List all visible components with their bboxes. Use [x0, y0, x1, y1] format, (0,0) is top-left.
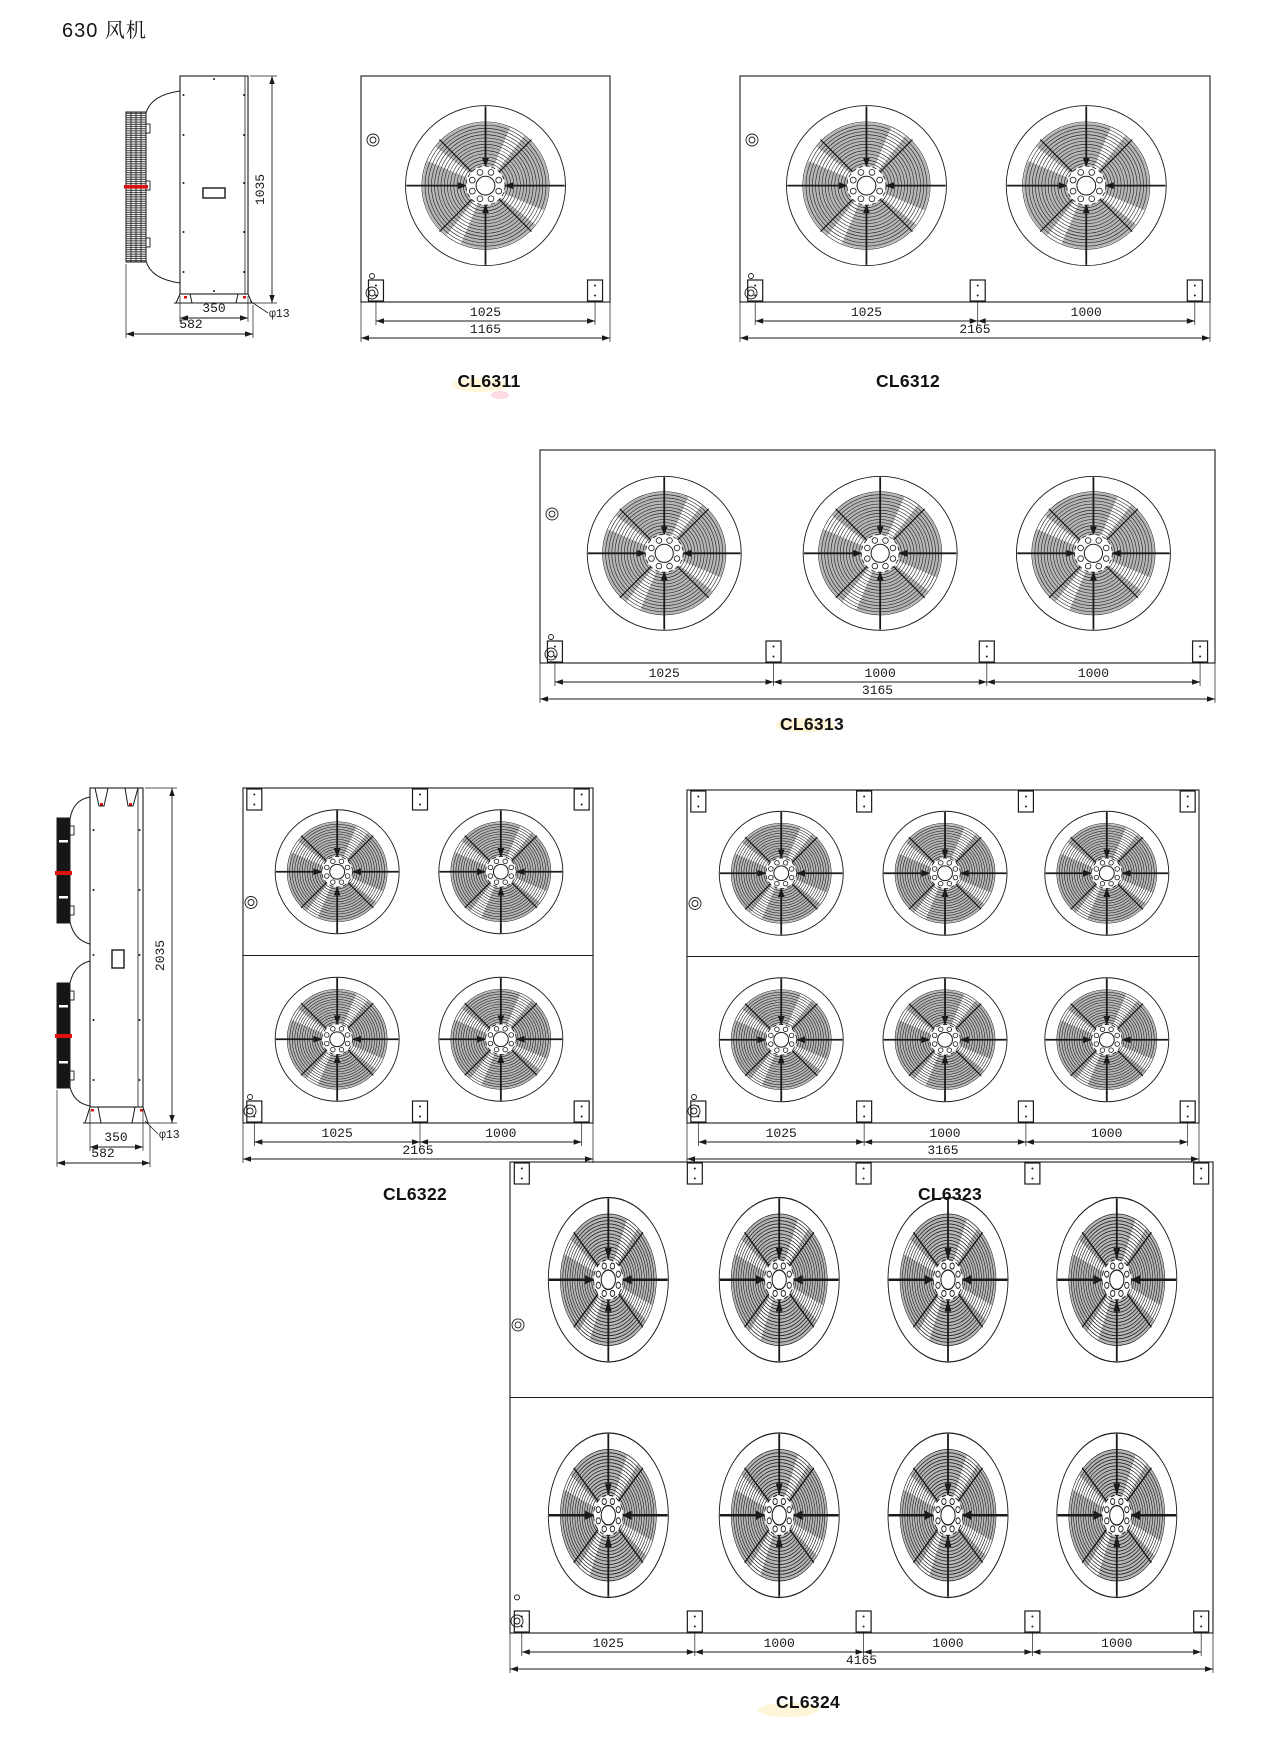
dimension-label: 1025 [469, 305, 502, 320]
fan-drawing [786, 106, 946, 266]
overall-dimension [361, 322, 610, 341]
mounting-bracket [514, 1163, 529, 1184]
height-dimension [253, 76, 275, 303]
dimension-label: 1000 [1077, 666, 1110, 681]
dimension-label: 3165 [927, 1143, 959, 1158]
dimension-label: 3165 [861, 683, 894, 698]
access-panel-handle [112, 950, 124, 968]
mounting-bracket [413, 1101, 428, 1122]
mounting-bracket [413, 789, 428, 810]
height-dimension [153, 788, 175, 1123]
dimension-label: φ13 [159, 1129, 180, 1142]
fan-drawing [548, 1198, 668, 1362]
dimension-label: 1000 [864, 666, 896, 681]
mounting-bracket [1018, 791, 1033, 812]
mounting-bracket [1187, 280, 1202, 301]
dimension-label: 1000 [1101, 1636, 1133, 1651]
dimension-label: 1025 [648, 666, 680, 681]
mounting-bracket [1194, 1163, 1209, 1184]
model-label-cl6324: CL6324 [775, 1692, 841, 1712]
coil-red-mark [91, 1109, 94, 1112]
mounting-bracket [1180, 1101, 1195, 1122]
dimension-chain [755, 305, 1195, 324]
coil-section [124, 112, 150, 262]
mounting-bracket [687, 1163, 702, 1184]
mounting-bracket [857, 1101, 872, 1122]
cable-grommet [512, 1319, 524, 1331]
fan-drawing [439, 977, 563, 1101]
mounting-bracket [687, 1611, 702, 1632]
mounting-bracket [857, 791, 872, 812]
mounting-bracket [691, 1101, 706, 1122]
coil-section [55, 983, 74, 1088]
mounting-bracket [856, 1611, 871, 1632]
fan-drawing [439, 810, 563, 934]
cable-grommet [245, 897, 257, 909]
fan-drawing [1057, 1433, 1177, 1597]
dimension-label: 350 [202, 301, 226, 316]
coil-red-mark [243, 296, 246, 299]
overall-dimension [540, 683, 1215, 702]
dimension-chain [376, 305, 595, 324]
coil-red-mark [100, 803, 103, 806]
dimension-label: 1025 [321, 1126, 353, 1141]
dimension-chain [126, 317, 253, 337]
mounting-bracket [574, 789, 589, 810]
overall-dimension [510, 1653, 1213, 1672]
page-title: 630 风机 [62, 20, 147, 42]
mounting-bracket [1018, 1101, 1033, 1122]
mounting-bracket [1025, 1163, 1040, 1184]
model-label-cl6312: CL6312 [875, 371, 941, 391]
cable-grommet [546, 508, 558, 520]
fan-drawing [548, 1433, 668, 1597]
dimension-label: 4165 [845, 1653, 878, 1668]
fan-drawing [719, 978, 843, 1102]
coil-red-mark [184, 296, 187, 299]
fan-drawing [275, 810, 399, 934]
fan-drawing [1045, 811, 1169, 935]
mounting-bracket [691, 791, 706, 812]
dimension-label: 1000 [1091, 1126, 1123, 1141]
mounting-bracket [514, 1611, 529, 1632]
mounting-bracket [766, 641, 781, 662]
mounting-bracket [247, 1101, 262, 1122]
unit-drawing-cl6312 [740, 76, 1210, 342]
fan-drawing [803, 476, 957, 630]
model-label-cl6311: CL6311 [457, 371, 521, 391]
overall-dimension [243, 1143, 593, 1162]
dimension-label: 1025 [592, 1636, 624, 1651]
dimension-label: 2165 [402, 1143, 434, 1158]
coil-red-mark [129, 803, 132, 806]
fan-drawing [883, 811, 1007, 935]
fan-drawing [719, 1433, 839, 1597]
dimension-label: φ13 [269, 308, 290, 321]
fan-drawing [888, 1198, 1008, 1362]
unit-drawing-cl6323 [687, 790, 1199, 1163]
fan-drawing [883, 978, 1007, 1102]
dimension-chain [254, 1126, 581, 1145]
mounting-bracket [574, 1101, 589, 1122]
model-label-cl6313: CL6313 [779, 714, 845, 734]
fan-drawing [1045, 978, 1169, 1102]
mounting-bracket [1193, 641, 1208, 662]
mounting-bracket [1194, 1611, 1209, 1632]
overall-dimension [687, 1143, 1199, 1162]
cable-grommet [367, 134, 379, 146]
fan-drawing [1016, 476, 1170, 630]
access-panel-handle [203, 188, 225, 198]
mounting-bracket [979, 641, 994, 662]
dimension-label: 1000 [1070, 305, 1102, 320]
dimension-chain [698, 1126, 1187, 1145]
side-view-double [55, 788, 180, 1167]
dimension-label: 1035 [253, 173, 268, 206]
fan-drawing [275, 977, 399, 1101]
dimension-label: 1000 [929, 1126, 961, 1141]
fan-drawing [719, 811, 843, 935]
dimension-label: 2035 [153, 939, 168, 972]
dimension-label: 350 [104, 1130, 128, 1145]
fan-drawing [1057, 1198, 1177, 1362]
fan-drawing [888, 1433, 1008, 1597]
dimension-label: 582 [179, 317, 203, 332]
mounting-bracket [247, 789, 262, 810]
dimension-label: 2165 [959, 322, 991, 337]
cable-grommet [746, 134, 758, 146]
dimension-label: 1025 [765, 1126, 797, 1141]
coil-red-mark [55, 1034, 72, 1038]
dimension-label: 1000 [485, 1126, 517, 1141]
fan-drawing [719, 1198, 839, 1362]
dimension-label: 1000 [763, 1636, 795, 1651]
dimension-label: 1025 [850, 305, 883, 320]
mounting-bracket [1180, 791, 1195, 812]
dimension-label: 582 [91, 1146, 115, 1161]
dimension-chain [522, 1636, 1201, 1655]
fan-drawing [587, 476, 741, 630]
fan-drawing [406, 106, 566, 266]
model-label-cl6322: CL6322 [382, 1184, 448, 1204]
dimension-label: 1000 [932, 1636, 964, 1651]
cable-grommet [689, 898, 701, 910]
coil-red-mark [124, 185, 148, 189]
mounting-bracket [856, 1163, 871, 1184]
dimension-label: 1165 [469, 322, 502, 337]
model-label-cl6323: CL6323 [917, 1184, 983, 1204]
fan-drawing [1006, 106, 1166, 266]
unit-drawing-cl6324 [510, 1162, 1213, 1673]
coil-red-mark [55, 871, 72, 875]
coil-red-mark [140, 1109, 143, 1112]
dimension-chain [555, 666, 1200, 685]
unit-drawing-cl6311 [361, 76, 610, 342]
mounting-bracket [970, 280, 985, 301]
unit-drawing-cl6313 [540, 450, 1215, 703]
side-view-single [124, 76, 290, 338]
mounting-bracket [588, 280, 603, 301]
unit-drawing-cl6322 [243, 788, 593, 1163]
mounting-bracket [1025, 1611, 1040, 1632]
coil-section [55, 818, 74, 923]
overall-dimension [740, 322, 1210, 341]
